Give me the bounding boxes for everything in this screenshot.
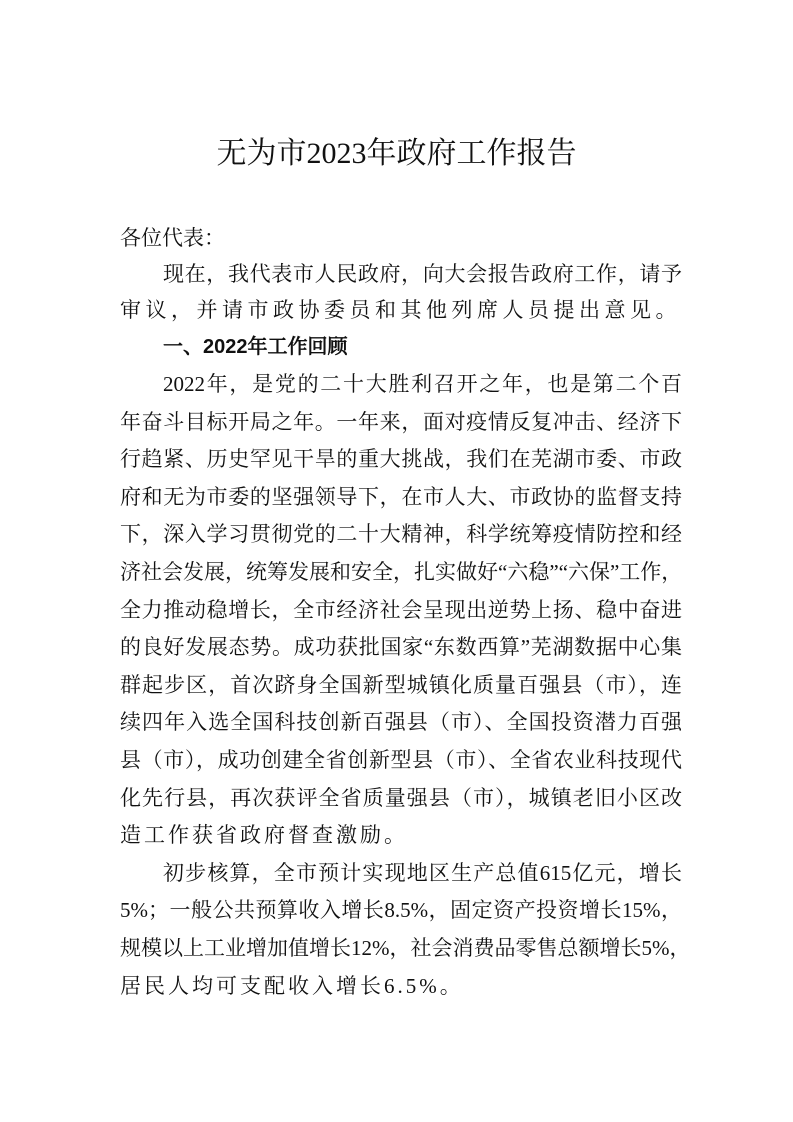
paragraph-line: 2022年，是党的二十大胜利召开之年，也是第二个百: [163, 372, 682, 396]
paragraph-line: 的良好发展态势。成功获批国家“东数西算”芜湖数据中心集: [120, 635, 682, 660]
paragraph-line: 全力推动稳增长，全市经济社会呈现出逆势上扬、稳中奋进: [120, 597, 682, 622]
salutation: 各位代表：: [120, 226, 225, 250]
paragraph-line: 初步核算，全市预计实现地区生产总值615亿元，增长: [163, 860, 682, 885]
paragraph-line: 县（市），成功创建全省创新型县（市）、全省农业科技现代: [120, 748, 682, 772]
intro-line: 审议，并请市政协委员和其他列席人员提出意见。: [120, 298, 681, 322]
paragraph-line: 造工作获省政府督查激励。: [120, 823, 408, 848]
paragraph-line: 行趋紧、历史罕见干旱的重大挑战，我们在芜湖市委、市政: [120, 447, 682, 472]
paragraph-line: 5%；一般公共预算收入增长8.5%，固定资产投资增长15%，: [120, 898, 682, 923]
paragraph-line: 年奋斗目标开局之年。一年来，面对疫情反复冲击、经济下: [120, 409, 682, 434]
paragraph-line: 济社会发展，统筹发展和安全，扎实做好“六稳”“六保”工作，: [120, 560, 683, 584]
paragraph-line: 居民人均可支配收入增长6.5%。: [120, 973, 464, 998]
intro-line: 现在，我代表市人民政府，向大会报告政府工作，请予: [163, 262, 682, 286]
document-title: 无为市2023年政府工作报告: [216, 137, 577, 170]
paragraph-line: 续四年入选全国科技创新百强县（市）、全国投资潜力百强: [120, 710, 682, 735]
paragraph-line: 化先行县，再次获评全省质量强县（市），城镇老旧小区改: [120, 785, 682, 810]
paragraph-line: 下，深入学习贯彻党的二十大精神，科学统筹疫情防控和经: [120, 522, 682, 547]
paragraph-line: 群起步区，首次跻身全国新型城镇化质量百强县（市），连: [120, 672, 682, 697]
paragraph-line: 规模以上工业增加值增长12%，社会消费品零售总额增长5%，: [120, 936, 691, 960]
section-heading: 一、2022年工作回顾: [163, 336, 348, 358]
paragraph-line: 府和无为市委的坚强领导下，在市人大、市政协的监督支持: [120, 484, 682, 509]
